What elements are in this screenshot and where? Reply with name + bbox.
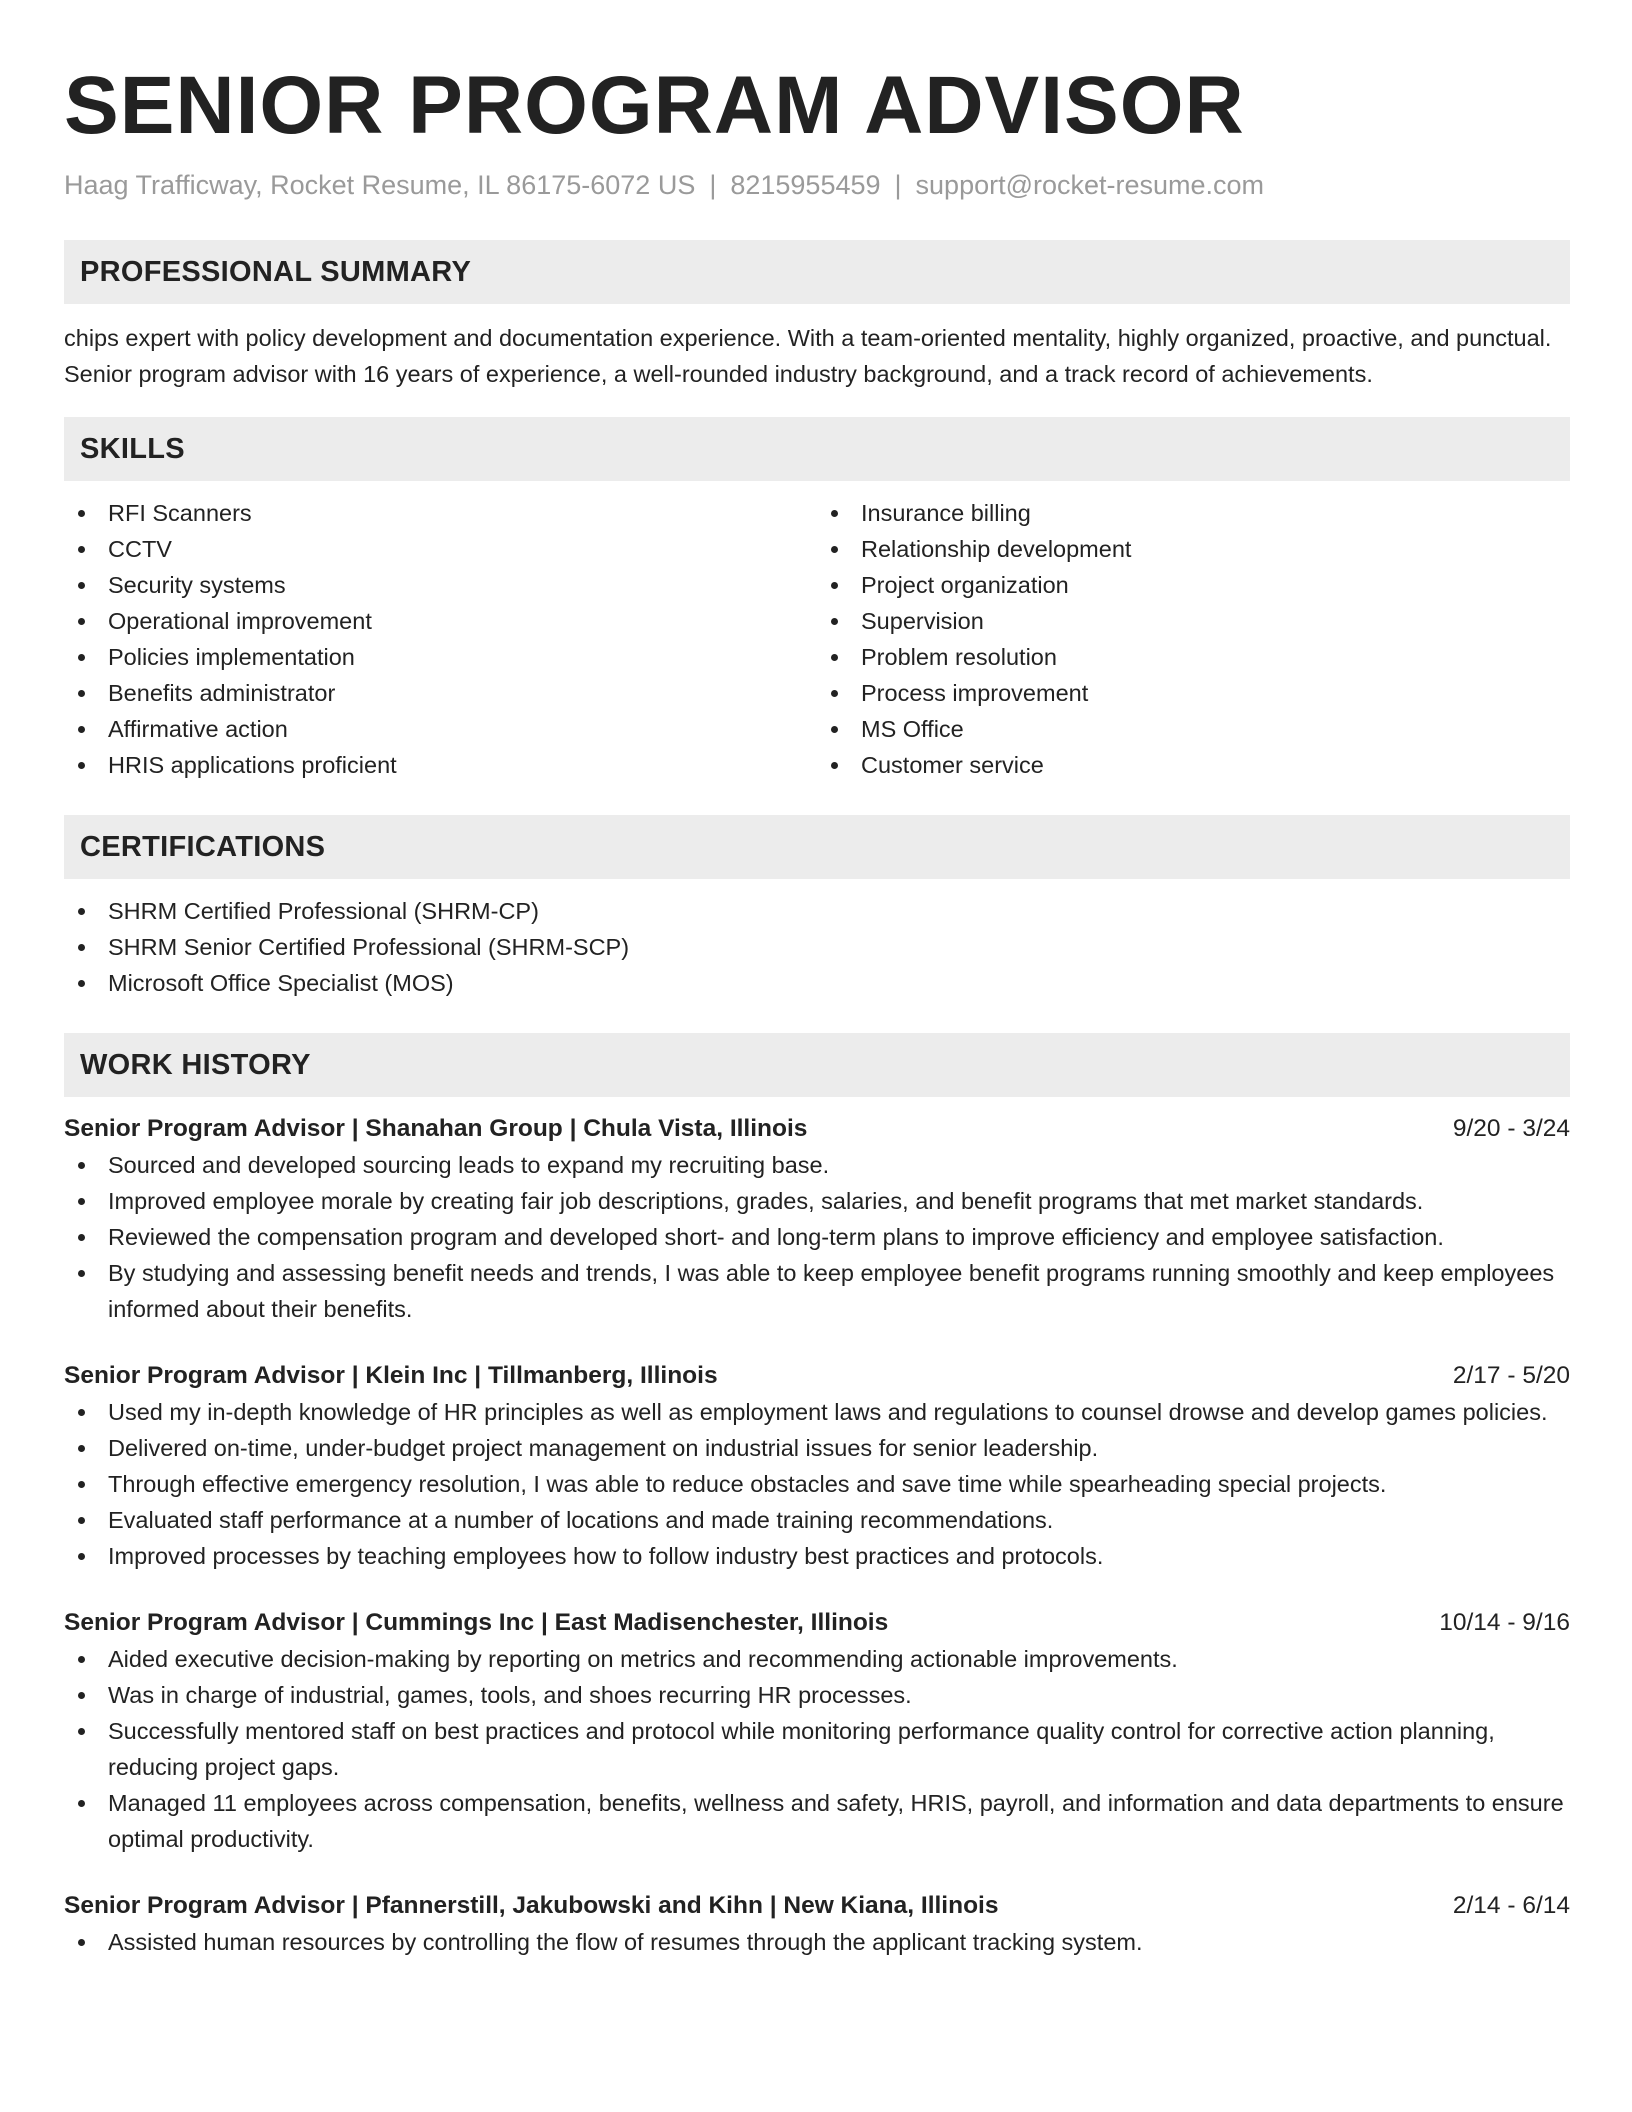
job-bullets — [64, 1147, 1570, 1327]
job-title: Senior Program Advisor | Klein Inc | Tillmanberg, Illinois — [64, 1362, 718, 1389]
skill-item: CCTV — [108, 531, 817, 567]
job-title: Senior Program Advisor | Pfannerstill, Jakubowski and Kihn | New Kiana, Illinois — [64, 1892, 999, 1919]
job-bullet: Sourced and developed sourcing leads to expand my recruiting base. — [108, 1147, 1570, 1183]
job-bullet: Successfully mentored staff on best practices and protocol while monitoring performance quality control for corrective action planning, reducing project gaps. — [108, 1713, 1570, 1785]
job-header — [64, 1358, 1570, 1394]
job-bullet: By studying and assessing benefit needs and trends, I was able to keep employee benefit programs running smoothly and keep employees informed about their benefits. — [108, 1255, 1570, 1327]
job-header — [64, 1605, 1570, 1641]
contact-separator: | — [709, 170, 717, 200]
job-header — [64, 1888, 1570, 1924]
job-bullet: Managed 11 employees across compensation, benefits, wellness and safety, HRIS, payroll, and information and data departments to ensure optimal productivity. — [108, 1785, 1570, 1857]
job-bullet: Delivered on-time, under-budget project management on industrial issues for senior leadership. — [108, 1430, 1570, 1466]
certification-item: Microsoft Office Specialist (MOS) — [108, 965, 1570, 1001]
job-title: Senior Program Advisor | Shanahan Group | Chula Vista, Illinois — [64, 1115, 808, 1142]
certification-item: SHRM Certified Professional (SHRM-CP) — [108, 893, 1570, 929]
job-dates: 10/14 - 9/16 — [1439, 1609, 1570, 1636]
skill-item: Problem resolution — [861, 639, 1570, 675]
skill-item: Operational improvement — [108, 603, 817, 639]
skill-item: Relationship development — [861, 531, 1570, 567]
job-bullet: Through effective emergency resolution, I was able to reduce obstacles and save time while spearheading special projects. — [108, 1466, 1570, 1502]
resume-page — [64, 0, 1570, 1960]
section-header-summary: PROFESSIONAL SUMMARY — [64, 240, 1570, 304]
job-bullet: Was in charge of industrial, games, tools, and shoes recurring HR processes. — [108, 1677, 1570, 1713]
skill-item: Process improvement — [861, 675, 1570, 711]
job-bullet: Evaluated staff performance at a number of locations and made training recommendations. — [108, 1502, 1570, 1538]
skills-columns — [64, 495, 1570, 783]
skill-item: MS Office — [861, 711, 1570, 747]
skills-list-right — [817, 495, 1570, 783]
job-bullet: Aided executive decision-making by reporting on metrics and recommending actionable improvements. — [108, 1641, 1570, 1677]
skill-item: Supervision — [861, 603, 1570, 639]
skill-item: Affirmative action — [108, 711, 817, 747]
resume-title: SENIOR PROGRAM ADVISOR — [64, 60, 1245, 151]
job-dates: 9/20 - 3/24 — [1452, 1115, 1570, 1142]
job-bullets — [64, 1924, 1570, 1960]
job-entry — [64, 1111, 1570, 1327]
skill-item: Project organization — [861, 567, 1570, 603]
job-dates: 2/17 - 5/20 — [1452, 1362, 1570, 1389]
job-entry — [64, 1888, 1570, 1960]
skill-item: Customer service — [861, 747, 1570, 783]
contact-separator: | — [894, 170, 902, 200]
job-title: Senior Program Advisor | Cummings Inc | East Madisenchester, Illinois — [64, 1609, 889, 1636]
job-header — [64, 1111, 1570, 1147]
section-header-skills: SKILLS — [64, 417, 1570, 481]
job-bullet: Improved processes by teaching employees how to follow industry best practices and protocols. — [108, 1538, 1570, 1574]
contact-email: support@rocket-resume.com — [915, 170, 1265, 200]
job-bullets — [64, 1641, 1570, 1857]
skill-item: Insurance billing — [861, 495, 1570, 531]
contact-address: Haag Trafficway, Rocket Resume, IL 86175-6072 US — [64, 170, 696, 200]
section-header-work-history: WORK HISTORY — [64, 1033, 1570, 1097]
skill-item: HRIS applications proficient — [108, 747, 817, 783]
skill-item: Security systems — [108, 567, 817, 603]
certification-item: SHRM Senior Certified Professional (SHRM-SCP) — [108, 929, 1570, 965]
job-entry — [64, 1605, 1570, 1857]
summary-text: chips expert with policy development and documentation experience. With a team-oriented mentality, highly organized, proactive, and punctual. Senior program advisor with 16 years of experience, a well-rounded industry background, and a track record of achievements. — [64, 325, 1552, 387]
job-bullet: Used my in-depth knowledge of HR principles as well as employment laws and regulations to counsel drowse and develop games policies. — [108, 1394, 1570, 1430]
job-bullet: Improved employee morale by creating fair job descriptions, grades, salaries, and benefit programs that met market standards. — [108, 1183, 1570, 1219]
job-bullet: Reviewed the compensation program and developed short- and long-term plans to improve efficiency and employee satisfaction. — [108, 1219, 1570, 1255]
job-dates: 2/14 - 6/14 — [1452, 1892, 1570, 1919]
skills-list-left — [64, 495, 817, 783]
contact-phone: 8215955459 — [730, 170, 881, 200]
job-entry — [64, 1358, 1570, 1574]
certifications-list — [64, 893, 1570, 1001]
job-bullets — [64, 1394, 1570, 1574]
skill-item: Policies implementation — [108, 639, 817, 675]
section-header-certifications: CERTIFICATIONS — [64, 815, 1570, 879]
skill-item: RFI Scanners — [108, 495, 817, 531]
contact-line — [64, 168, 1570, 202]
skill-item: Benefits administrator — [108, 675, 817, 711]
job-bullet: Assisted human resources by controlling the flow of resumes through the applicant tracking system. — [108, 1924, 1570, 1960]
